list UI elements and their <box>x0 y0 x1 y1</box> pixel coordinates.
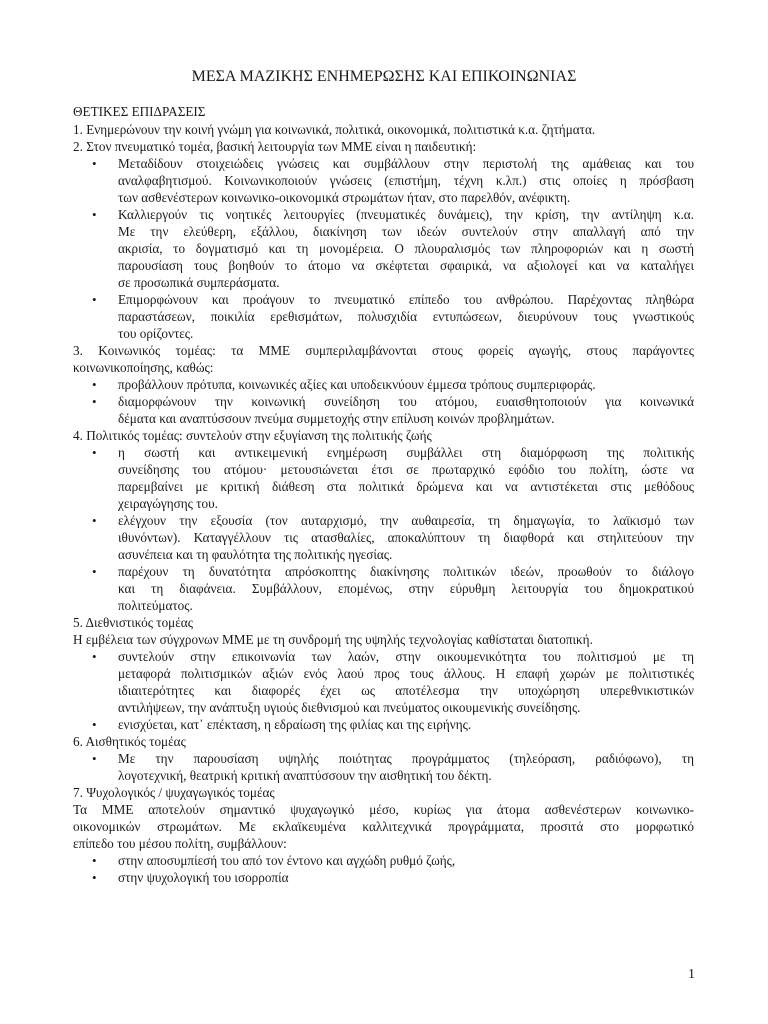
text-line: προβάλλουν πρότυπα, κοινωνικές αξίες και υποδεικνύουν έμμεσα τρόπους συμπεριφοράς. <box>118 377 596 392</box>
text-line: 1. Ενημερώνουν την κοινή γνώμη για κοινωνικά, πολιτικά, οικονομικά, πολιτιστικά κ.α. ζητήματα. <box>73 122 596 137</box>
text-line: συνείδησης του ατόμου· μετουσιώνεται έτσι σε πρωταρχικό εφόδιο του πολίτη, ώστε να <box>118 462 694 477</box>
text-line: αντιλήψεων, την ανάπτυξη υγιούς διεθνισμού και πνεύματος οικουμενικής συνείδησης. <box>118 700 581 715</box>
text-line: Τα ΜΜΕ αποτελούν σημαντικό ψυχαγωγικό μέσο, κυρίως για άτομα ασθενέστερων κοινωνικο- <box>73 802 694 817</box>
text-line: συντελούν στην επικοινωνία των λαών, στην οικουμενικότητα του πολιτισμού με τη <box>118 649 694 664</box>
bullet-icon: • <box>92 853 97 868</box>
bullet-icon: • <box>92 156 97 171</box>
text-line: ελέγχουν την εξουσία (τον αυταρχισμό, την αυθαιρεσία, τη δημαγωγία, το λαϊκισμό των <box>118 513 694 528</box>
text-line: Με την παρουσίαση υψηλής ποιότητας προγράμματος (τηλεόραση, ραδιόφωνο), τη <box>118 751 694 766</box>
text-line: αναλφαβητισμού. Κοινωνικοποιούν γνώσεις (επιστήμη, τέχνη κ.λπ.) στις οποίες η πρόσβαση <box>118 173 694 188</box>
bullet-icon: • <box>92 717 97 732</box>
text-line: παρουσίαση τους βοηθούν το άτομο να σκέφτεται σφαιρικά, να αξιολογεί και να καταλήγει <box>118 258 694 273</box>
text-line: σε προσωπικά συμπεράσματα. <box>118 275 280 290</box>
text-line: λογοτεχνική, θεατρική κριτική αναπτύσσουν την αισθητική του δέκτη. <box>118 768 492 783</box>
text-line: των ασθενέστερων κοινωνικο-οικονομικά στρωμάτων ήταν, στο παρελθόν, ανέφικτη. <box>118 190 571 205</box>
bullet-icon: • <box>92 394 97 409</box>
text-line: Η εμβέλεια των σύγχρονων ΜΜΕ με τη συνδρομή της υψηλής τεχνολογίας καθίσταται διατοπική. <box>73 632 593 647</box>
section-heading: ΘΕΤΙΚΕΣ ΕΠΙΔΡΑΣΕΙΣ <box>73 104 206 119</box>
text-line: οικονομικών στρωμάτων. Με εκλαϊκευμένα καλλιτεχνικά προγράμματα, προσιτά στο μορφωτικό <box>73 819 694 834</box>
bullet-icon: • <box>92 292 97 307</box>
text-line: 2. Στον πνευματικό τομέα, βασική λειτουργία των ΜΜΕ είναι η παιδευτική: <box>73 139 477 154</box>
bullet-icon: • <box>92 377 97 392</box>
text-line: 7. Ψυχολογικός / ψυχαγωγικός τομέας <box>73 785 275 800</box>
text-line: παρέχουν τη δυνατότητα απρόσκοπτης διακίνησης πολιτικών ιδεών, προωθούν το διάλογο <box>118 564 694 579</box>
text-line: παρεμβαίνει με κριτική διάθεση στα πολιτικά δρώμενα και να αντιστέκεται στις μεθόδους <box>118 479 694 494</box>
text-line: διαμορφώνουν την κοινωνική συνείδηση του ατόμου, ευαισθητοποιούν για κοινωνικά <box>118 394 694 409</box>
text-line: στην ψυχολογική του ισορροπία <box>118 870 289 885</box>
text-line: δέματα και αναπτύσσουν πνεύμα συμμετοχής στην επίλυση κοινών προβλημάτων. <box>118 411 555 426</box>
bullet-icon: • <box>92 445 97 460</box>
bullet-icon: • <box>92 513 97 528</box>
text-line: 3. Κοινωνικός τομέας: τα ΜΜΕ συμπεριλαμβάνονται στους φορείς αγωγής, στους παράγοντες <box>73 343 694 358</box>
text-line: Επιμορφώνουν και προάγουν το πνευματικό επίπεδο του ανθρώπου. Παρέχοντας πληθώρα <box>118 292 694 307</box>
text-line: ιδιαιτερότητες και διαφορές έχει ως αποτέλεσμα την υποχώρηση υπερεθνικιστικών <box>118 683 694 698</box>
bullet-icon: • <box>92 870 97 885</box>
text-line: Με την ελεύθερη, εξάλλου, διακίνηση των ιδεών συντελούν στην απαλλαγή από την <box>118 224 694 239</box>
text-line: και τη διαφάνεια. Συμβάλλουν, επομένως, στην εύρυθμη λειτουργία του δημοκρατικού <box>118 581 694 596</box>
text-line: ενισχύεται, κατ᾽ επέκταση, η εδραίωση της φιλίας και της ειρήνης. <box>118 717 472 732</box>
text-line: 5. Διεθνιστικός τομέας <box>73 615 193 630</box>
text-line: στην αποσυμπίεσή του από τον έντονο και αγχώδη ρυθμό ζωής, <box>118 853 456 868</box>
bullet-icon: • <box>92 564 97 579</box>
text-line: Καλλιεργούν τις νοητικές λειτουργίες (πνευματικές δυνάμεις), την κρίση, την αντίληψη κ.α. <box>118 207 694 222</box>
text-line: η σωστή και αντικειμενική ενημέρωση συμβάλλει στη διαμόρφωση της πολιτικής <box>118 445 694 460</box>
bullet-icon: • <box>92 751 97 766</box>
text-line: χειραγώγησης του. <box>118 496 218 511</box>
text-line: κοινωνικοποίησης, καθώς: <box>73 360 214 375</box>
document-title: ΜΕΣΑ ΜΑΖΙΚΗΣ ΕΝΗΜΕΡΩΣΗΣ ΚΑΙ ΕΠΙΚΟΙΝΩΝΙΑΣ <box>191 68 577 85</box>
text-line: μεταφορά πολιτισμικών αξιών ενός λαού προς τους άλλους. Η επαφή χωρών με πολιτιστικές <box>118 666 694 681</box>
text-line: πολιτεύματος. <box>118 598 193 613</box>
bullet-icon: • <box>92 649 97 664</box>
text-line: 6. Αισθητικός τομέας <box>73 734 186 749</box>
text-line: Μεταδίδουν στοιχειώδεις γνώσεις και συμβάλλουν στην περιστολή της αμάθειας και του <box>118 156 694 171</box>
text-line: ασυνέπεια και τη φαυλότητα της πολιτικής ηγεσίας. <box>118 547 393 562</box>
text-line: παραστάσεων, ποικιλία ερεθισμάτων, πολυσχιδία εντυπώσεων, διευρύνουν τους γνωστικούς <box>118 309 694 324</box>
bullet-icon: • <box>92 207 97 222</box>
text-line: ιθυνόντων). Καταγγέλλουν τις ατασθαλίες, αποκαλύπτουν τη διαφθορά και στηλιτεύουν την <box>118 530 694 545</box>
text-line: του ορίζοντες. <box>118 326 194 341</box>
text-line: 4. Πολιτικός τομέας: συντελούν στην εξυγίανση της πολιτικής ζωής <box>73 428 432 443</box>
text-line: ακρισία, το δογματισμό και τη μονομέρεια. Ο πλουραλισμός των πληροφοριών και η σωστή <box>118 241 694 256</box>
page-number: 1 <box>688 967 695 982</box>
text-line: επίπεδο του μέσου πολίτη, συμβάλλουν: <box>73 836 287 851</box>
